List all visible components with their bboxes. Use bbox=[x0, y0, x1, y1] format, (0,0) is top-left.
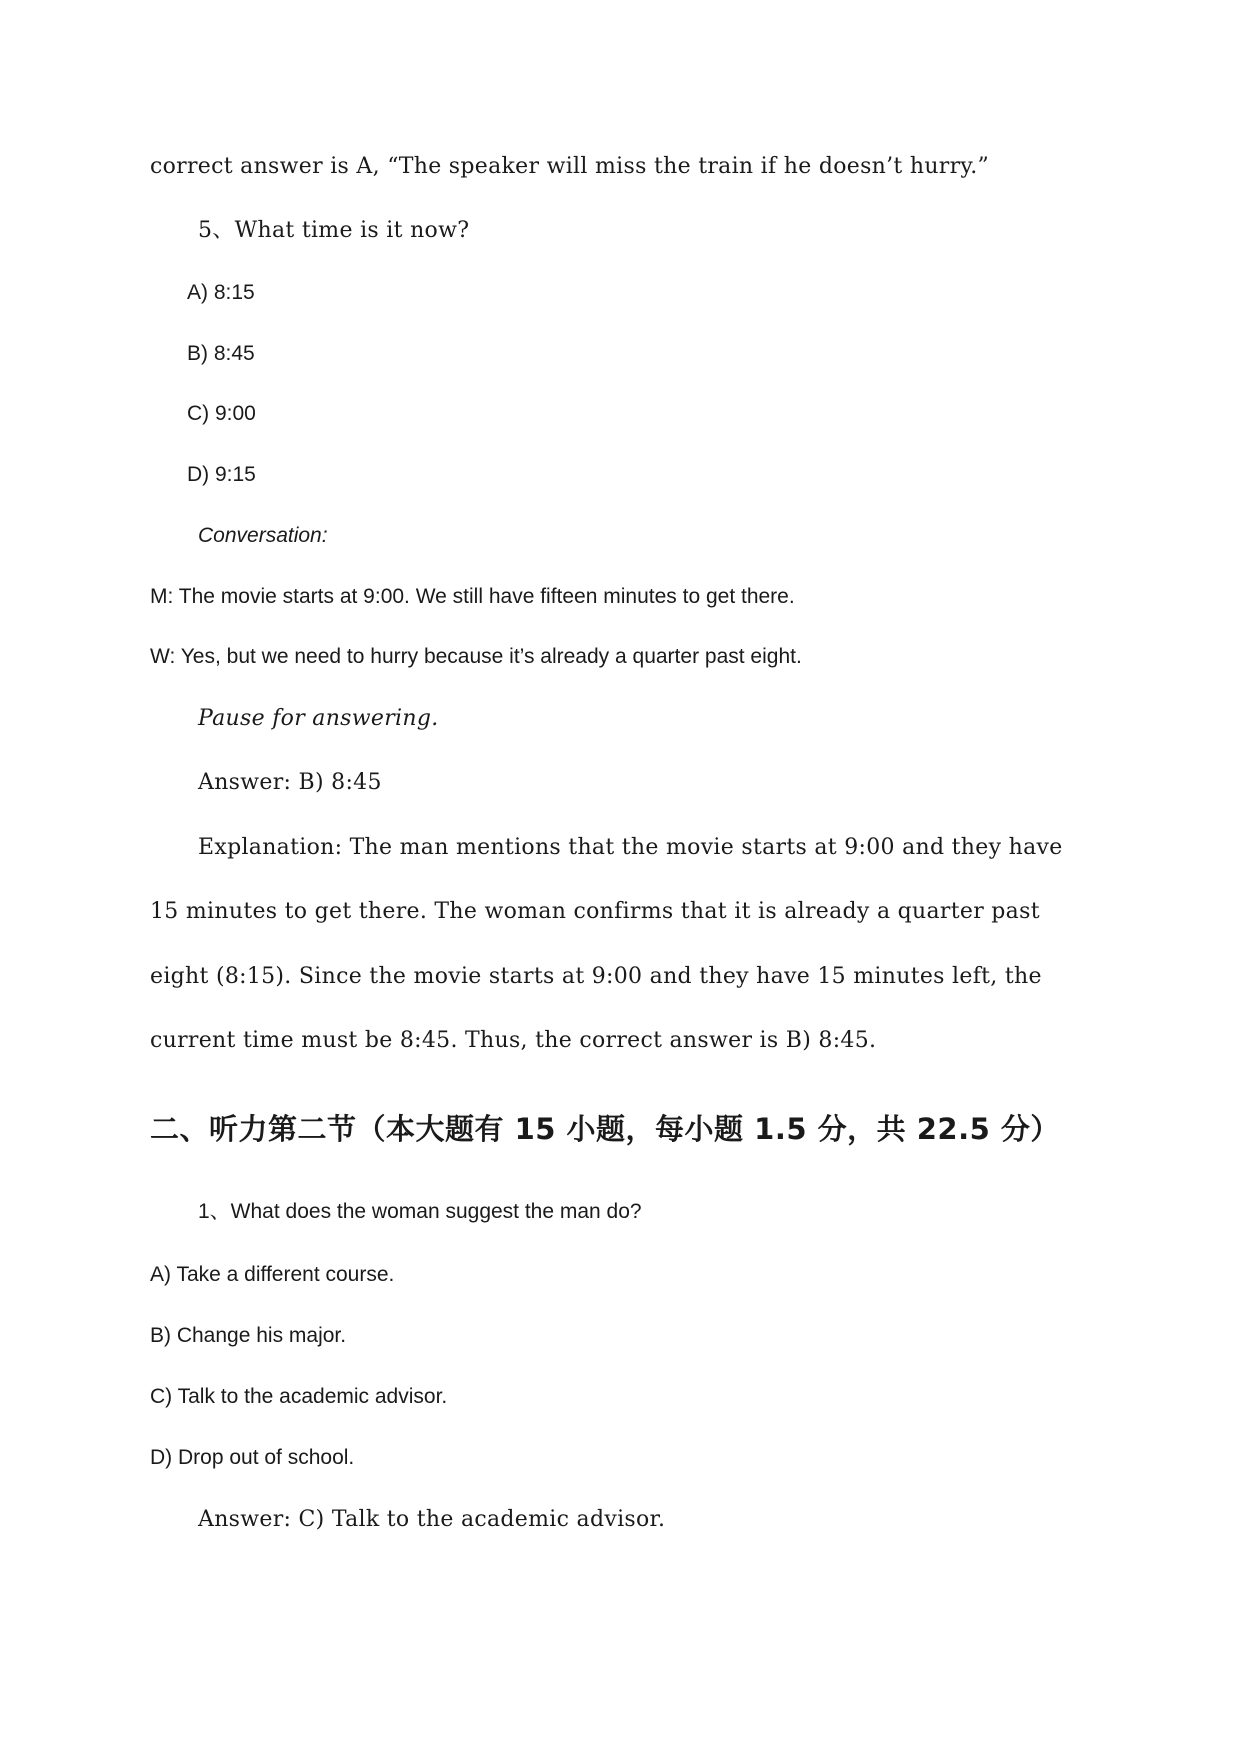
explanation-line-4: current time must be 8:45. Thus, the correct answer is B) 8:45. bbox=[150, 1028, 877, 1053]
section-two-question-1-option-d: D) Drop out of school. bbox=[150, 1446, 355, 1469]
question-5-option-a: A) 8:15 bbox=[187, 281, 255, 304]
section-two-question-1-option-b: B) Change his major. bbox=[150, 1324, 347, 1347]
question-5-prompt: 5、What time is it now? bbox=[198, 218, 470, 243]
question-5-answer: Answer: B) 8:45 bbox=[198, 770, 382, 795]
section-two-heading: 二、听力第二节（本大题有 15 小题，每小题 1.5 分，共 22.5 分） bbox=[150, 1112, 1060, 1146]
section-two-question-1-option-a: A) Take a different course. bbox=[150, 1263, 395, 1286]
previous-explanation-end: correct answer is A, “The speaker will miss the train if he doesn’t hurry.” bbox=[150, 154, 990, 179]
pause-instruction: Pause for answering. bbox=[198, 706, 439, 731]
explanation-line-3: eight (8:15). Since the movie starts at 9:00 and they have 15 minutes left, the bbox=[150, 964, 1042, 989]
question-5-option-b: B) 8:45 bbox=[187, 342, 255, 365]
section-two-question-1-answer: Answer: C) Talk to the academic advisor. bbox=[198, 1507, 666, 1532]
conversation-line-man: M: The movie starts at 9:00. We still have fifteen minutes to get there. bbox=[150, 585, 795, 608]
explanation-line-1: Explanation: The man mentions that the movie starts at 9:00 and they have bbox=[198, 835, 1063, 860]
explanation-line-2: 15 minutes to get there. The woman confirms that it is already a quarter past bbox=[150, 899, 1040, 924]
question-5-option-c: C) 9:00 bbox=[187, 402, 256, 425]
conversation-line-woman: W: Yes, but we need to hurry because it’s already a quarter past eight. bbox=[150, 645, 802, 668]
section-two-question-1-option-c: C) Talk to the academic advisor. bbox=[150, 1385, 448, 1408]
conversation-label: Conversation: bbox=[198, 524, 328, 547]
section-two-question-1-prompt: 1、What does the woman suggest the man do? bbox=[198, 1200, 642, 1223]
question-5-option-d: D) 9:15 bbox=[187, 463, 256, 486]
